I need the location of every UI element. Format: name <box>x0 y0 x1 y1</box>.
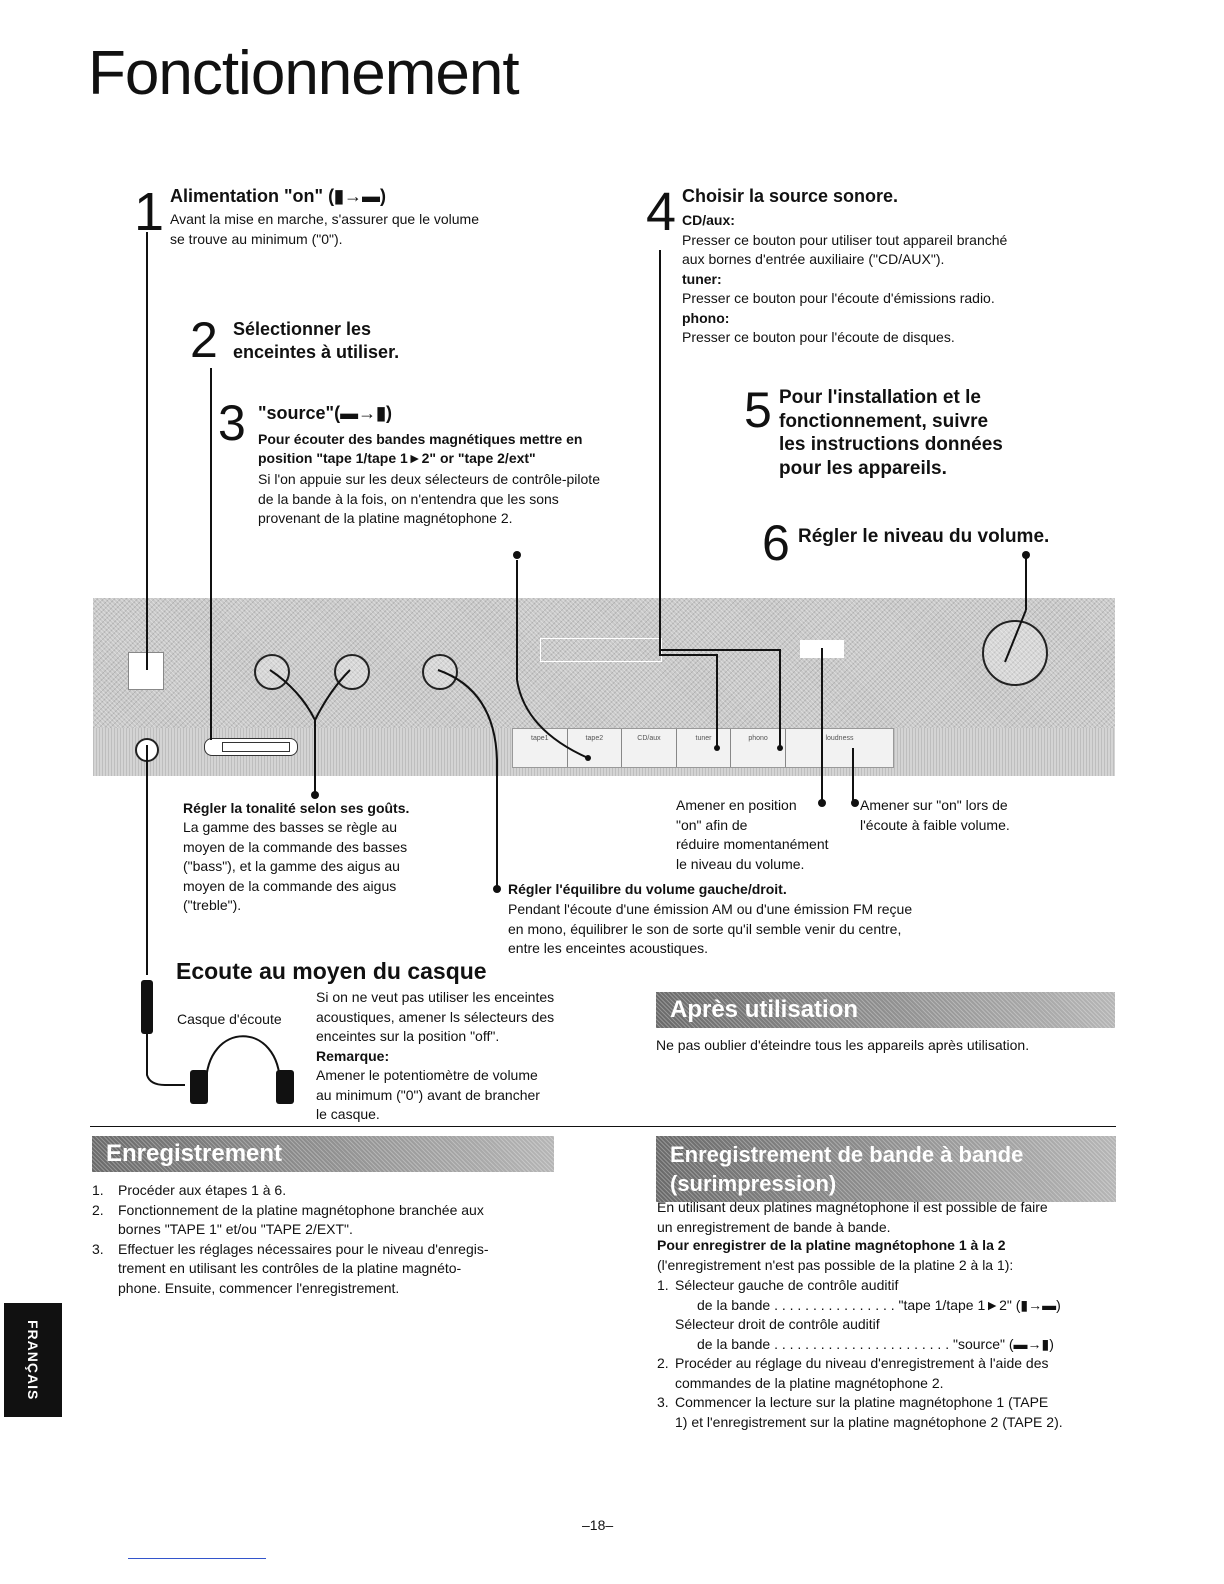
balance-heading: Régler l'équilibre du volume gauche/droit. <box>508 881 787 897</box>
tuner-button[interactable]: tuner <box>677 729 732 767</box>
step-5-number: 5 <box>744 382 772 438</box>
cd-aux-button[interactable]: CD/aux <box>622 729 677 767</box>
loudness-text: Amener sur "on" lors de l'écoute à faible volume. <box>860 797 1010 833</box>
step-6-heading: Régler le niveau du volume. <box>798 526 1050 547</box>
balance-text: Pendant l'écoute d'une émission AM ou d'une émission FM reçue en mono, équilibrer le son de sorte qu'il semble venir du centre, entre les enceintes acoustiques. <box>508 901 913 956</box>
step-1-number: 1 <box>134 182 165 242</box>
language-tab <box>4 1303 62 1417</box>
tone-text: La gamme des basses se règle au moyen de la commande des basses ("bass"), et la gamme des aigus au moyen de la commande des aigus ("treble"). <box>183 819 408 913</box>
list-item: 1. Procéder aux étapes 1 à 6. <box>92 1182 287 1198</box>
step-2-number: 2 <box>190 312 218 368</box>
step-3-number: 3 <box>218 395 246 451</box>
dubbing-note: (l'enregistrement n'est pas possible de la platine 2 à la 1): <box>657 1257 1014 1273</box>
after-use-text: Ne pas oublier d'éteindre tous les appareils après utilisation. <box>656 1037 1030 1053</box>
muting-text: Amener en position "on" afin de réduire momentanément le niveau du volume. <box>676 797 829 872</box>
tone-heading: Régler la tonalité selon ses goûts. <box>183 800 410 816</box>
step-4-text: CD/aux: Presser ce bouton pour utiliser tout appareil branché aux bornes d'entrée auxiliaire ("CD/AUX"). tuner: Presser ce bouton pour l'écoute d'émissions radio. phono: Presser ce bouton pour l'écoute de disques. <box>682 212 1008 345</box>
page-number: –18– <box>582 1517 614 1533</box>
step-5-heading: Pour l'installation et le fonctionnement, suivre les instructions données pour les appareils. <box>779 387 1003 479</box>
after-use-banner: Après utilisation <box>656 992 1115 1028</box>
step-3-text: Si l'on appuie sur les deux sélecteurs de contrôle-pilote de la bande à la fois, on n'entendra que les sons provenant de la platine magnétophone 2. <box>258 471 600 526</box>
tape2-button[interactable]: tape2 <box>568 729 623 767</box>
headphones-label: Casque d'écoute <box>177 1011 282 1027</box>
dubbing-intro: En utilisant deux platines magnétophone il est possible de faire un enregistrement de bande à bande. <box>657 1199 1048 1235</box>
step-6-number: 6 <box>762 515 790 571</box>
tape1-button[interactable]: tape1 <box>513 729 568 767</box>
step-1-heading: Alimentation "on" (▮→▬) <box>170 186 386 206</box>
dubbing-bold: Pour enregistrer de la platine magnétophone 1 à la 2 <box>657 1237 1006 1253</box>
recording-list <box>92 1181 562 1298</box>
phono-button[interactable]: phono <box>731 729 786 767</box>
recording-banner: Enregistrement <box>92 1136 554 1172</box>
headphones-text: Si on ne veut pas utiliser les enceintes acoustiques, amener ls sélecteurs des enceintes sur la position "off". Remarque: Amener le potentiomètre de volume au minimum ("0") avant de brancher le casque. <box>316 989 555 1122</box>
loudness-button[interactable]: loudness <box>825 735 854 742</box>
list-item: 3. Effectuer les réglages nécessaires pour le niveau d'enregis- trement en utilisant les contrôles de la platine magnéto- phone. Ensuite, commencer l'enregistrement. <box>92 1240 489 1296</box>
headphones-title: Ecoute au moyen du casque <box>176 958 487 984</box>
list-item: 3. Commencer la lecture sur la platine magnétophone 1 (TAPE 1) et l'enregistrement sur la platine magnétophone 2 (TAPE 2). <box>657 1394 1063 1430</box>
language-tab-label: FRANÇAIS <box>25 1319 41 1401</box>
footer-rule <box>128 1558 266 1559</box>
step-4-heading: Choisir la source sonore. <box>682 186 899 206</box>
list-item: 1. Sélecteur gauche de contrôle auditif de la bande . . . . . . . . . . . . . . . . "tape 1/tape 1►2" (▮→▬) Sélecteur droit de contrôle auditif de la bande . . . . . . . . . . . . . . . . . . . . . . . "source" (▬→▮) <box>657 1277 1061 1352</box>
step-3-heading: "source"(▬→▮) <box>258 403 392 423</box>
step-3-bold-text: Pour écouter des bandes magnétiques mettre en position "tape 1/tape 1►2" or "tape 2/ext" <box>258 431 583 466</box>
dubbing-list <box>657 1276 1127 1432</box>
step-1-text: Avant la mise en marche, s'assurer que le volume se trouve au minimum ("0"). <box>170 211 480 247</box>
page-title: Fonctionnement <box>88 39 519 108</box>
section-divider <box>90 1126 1116 1127</box>
list-item: 2. Procéder au réglage du niveau d'enregistrement à l'aide des commandes de la platine magnétophone 2. <box>657 1355 1049 1391</box>
list-item: 2. Fonctionnement de la platine magnétophone branchée aux bornes "TAPE 1" et/ou "TAPE 2/EXT". <box>92 1201 484 1237</box>
dubbing-banner: Enregistrement de bande à bande (surimpression) <box>656 1136 1116 1202</box>
step-4-number: 4 <box>646 182 677 242</box>
step-2-heading: Sélectionner les enceintes à utiliser. <box>233 319 400 362</box>
